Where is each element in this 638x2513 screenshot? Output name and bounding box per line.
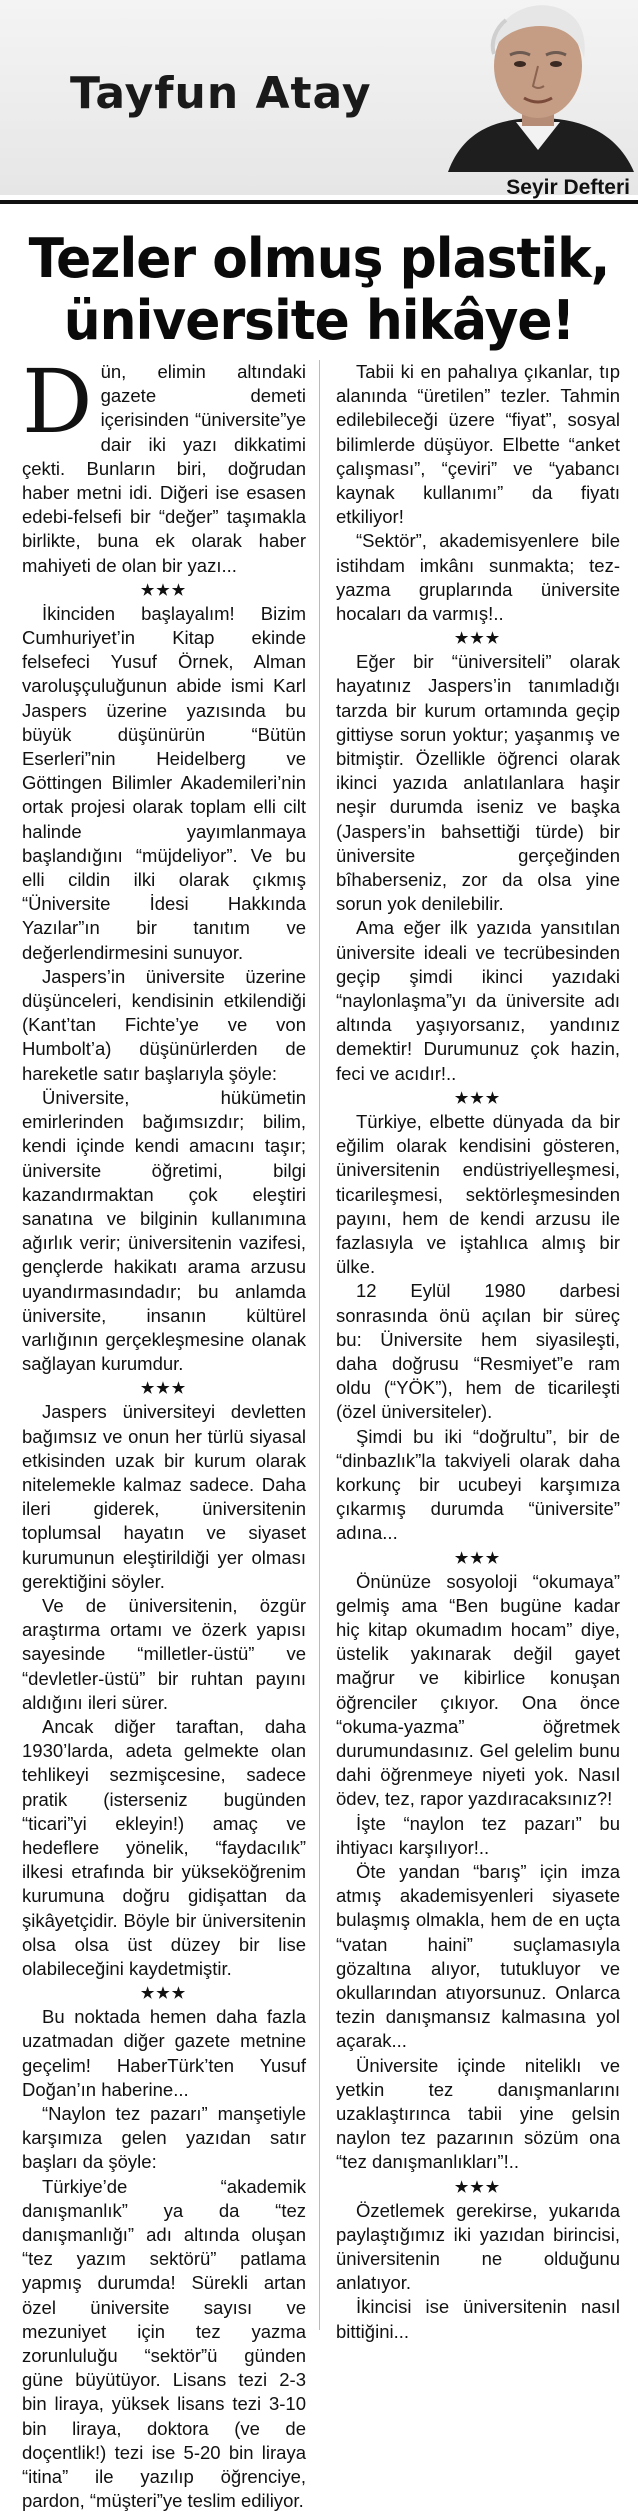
headline — [13, 228, 625, 352]
headline-line-2: üniversite hikâye! — [63, 289, 575, 352]
paragraph-19: İşte “naylon tez pazarı” bu ihtiyacı karşılıyor!.. — [336, 1812, 620, 1858]
section-stars: ★★★ — [140, 1985, 188, 2003]
paragraph-6: Ve de üniversitenin, özgür araştırma ortamı ve özerk yapısı sayesinde “milletler-üstü” ve “devletler-üstü” bir ruhtan payını aldığını ileri sürer. — [22, 1594, 306, 1713]
article-body — [22, 350, 620, 2512]
paragraph-17: Şimdi bu iki “doğrultu”, bir de “dinbazlık”la takviyeli olarak daha korkunç bir ucubeyi karşımıza çıkarmış durumda “üniversite” adına... — [336, 1425, 620, 1544]
paragraph-18: Önünüze sosyoloji “okumaya” gelmiş ama “Ben bugüne kadar hiç kitap okumadım hocam” diye, üstelik yakınarak değil gayet mağrur ve kibirlice konuşan öğrenciler çıkıyor. Ona önce “okuma-yazma” öğretmek durumundasınız. Gel gelelim bunu dahi öğrenmeye niyeti yok. Nasıl ödev, tez, rapor yazdıracaksınız?! — [336, 1570, 620, 1810]
section-stars: ★★★ — [454, 1089, 502, 1107]
paragraph-7: Ancak diğer taraftan, daha 1930’larda, adeta gelmekte olan tehlikeyi sezmişcesine, sadece pratik (isterseniz bugünden “ticari”yi ekleyin!) amaç ve hedeflere yönelik, “faydacılık” ilkesi etrafında bir yükseköğrenim kurumuna doğru gidişattan da şikâyetçidir. Böyle bir üniversitenin olsa olsa üst düzey bir lise olabileceğini kaydetmiştir. — [22, 1715, 306, 1979]
paragraph-16: 12 Eylül 1980 darbesi sonrasında önü açılan bir süreç bu: Üniversite hem siyasileşti, daha doğrusu “Resmiyet”e ram oldu (“YÖK”), hem de ticarileşti (özel üniversiteler). — [336, 1280, 620, 1423]
paragraph-2: İkinciden başlayalım! Bizim Cumhuriyet’in Kitap ekinde felsefeci Yusuf Örnek, Alman varoluşçuluğunun abide ismi Karl Jaspers üzerine yazısında bu büyük düşünürün “Bütün Eserleri”nin Heidelberg ve Göttingen Bilimler Akademileri’nin ortak projesi olarak toplam elli cilt halinde yayımlanmaya başlandığını “müjdeliyor”. Ve bu elli cildin ilki olarak çıkmış “Üniversite İdesi Hakkında Yazılar”ın bir tanıtım ve değerlendirmesini sunuyor. — [22, 602, 306, 963]
header-rule — [0, 200, 638, 204]
paragraph-5: Jaspers üniversiteyi devletten bağımsız ve onun her türlü siyasal etkisinden uzak bir kurum olarak nitelemekle kalmaz sadece. Daha ileri giderek, üniversitenin toplumsal hayatın ve siyaset kurumunun eleştirildiği yer olması gerektiğini söyler. — [22, 1401, 306, 1592]
author-name: Tayfun Atay — [70, 68, 372, 119]
paragraph-1-text: ün, elimin altındaki gazete demeti içerisinden “üniversite”ye dair iki yazı dikkatimi çekti. Bunların biri, doğrudan haber metni idi. Diğeri ise esasen edebi-felsefi bir “değer” taşımakla birlikte, buna ek olarak haber mahiyeti de olan bir yazı... — [22, 361, 306, 576]
paragraph-1 — [22, 350, 306, 578]
column-name: Seyir Defteri — [506, 176, 630, 199]
headline-line-1: Tezler olmuş plastik, — [28, 227, 610, 290]
paragraph-13: Eğer bir “üniversiteli” olarak hayatınız Jaspers’in tanımladığı tarzda bir kurum ortamında geçip gittiyse sorun yoktur; yaşanmış ve bitmiştir. Özellikle öğrenci olarak ikinci yazıda anlatılanlara haşir neşir durumda iseniz ve başka (Jaspers’in bahsettiği türde) bir üniversite gerçeğinden bîhaberseniz, zor da olsa yine sorun yok denilebilir. — [336, 651, 620, 915]
paragraph-4: Üniversite, hükümetin emirlerinden bağımsızdır; bilim, kendi içinde kendi amacını taşır; üniversite öğretimi, bilgi kazandırmaktan çok eleştiri sanatına ve bilginin kullanımına ağırlık verir; üniversitenin vazifesi, gençlerde hakikatı arama arzusu uyandırmasındadır; bu anlamda üniversite, insanın kültürel varlığının gerçekleşmesine olanak sağlayan kurumdur. — [22, 1086, 306, 1375]
paragraph-22: Özetlemek gerekirse, yukarıda paylaştığımız iki yazıdan birincisi, üniversitenin ne olduğunu anlatıyor. — [336, 2199, 620, 2294]
section-stars: ★★★ — [454, 1549, 502, 1567]
paragraph-15: Türkiye, elbette dünyada da bir eğilim olarak kendisini gösteren, üniversitenin endüstriyelleşmesi, ticarileşmesi, sektörleşmesinden payını, hem de kendi arzusu ile fazlasıyla ve iştahlıca almış bir ülke. — [336, 1110, 620, 1278]
paragraph-12: “Sektör”, akademisyenlere bile istihdam imkânı sunmakta; tez-yazma gruplarında üniversite hocaları da varmış!.. — [336, 530, 620, 625]
paragraph-11: Tabii ki en pahalıya çıkanlar, tıp alanında “üretilen” tezler. Tahmin edilebileceği üzere “fiyat”, sosyal bilimlerde düşüyor. Elbette “anket çalışması”, “çeviri” ve “yabancı kaynak kullanımı” da fiyatı etkiliyor! — [336, 361, 620, 528]
section-stars: ★★★ — [140, 1380, 188, 1398]
article-column-right — [336, 360, 620, 2342]
paragraph-10: Türkiye’de “akademik danışmanlık” ya da “tez danışmanlığı” adı altında oluşan “tez yazım sektörü” patlama yapmış durumda! Sürekli artan özel üniversite sayısı ve mezuniyet için tez yazma zorunluluğu “sektör”ü günden güne büyütüyor. Lisans tezi 2-3 bin liraya, yüksek lisans tezi 3-10 bin liraya, doktora (ve de doçentlik!) tezi ise 5-20 bin liraya “itina” ile yazılıp öğrenciye, pardon, “müşteri”ye teslim ediliyor. — [22, 2175, 306, 2512]
author-portrait — [438, 0, 638, 172]
drop-cap: D — [22, 350, 93, 453]
section-stars: ★★★ — [454, 630, 502, 648]
paragraph-3: Jaspers’in üniversite üzerine düşünceleri, kendisinin etkilendiği (Kant’tan Fichte’ye ve von Humbolt’a) düşünürlerden de hareketle satır başlarıyla şöyle: — [22, 965, 306, 1084]
paragraph-23: İkincisi ise üniversitenin nasıl bittiğini... — [336, 2296, 620, 2342]
article-column-left — [22, 350, 306, 2512]
paragraph-9: “Naylon tez pazarı” manşetiyle karşımıza gelen yazıdan satır başları da şöyle: — [22, 2103, 306, 2173]
section-stars: ★★★ — [140, 581, 188, 599]
section-stars: ★★★ — [454, 2178, 502, 2196]
column-header — [0, 0, 638, 210]
paragraph-8: Bu noktada hemen daha fazla uzatmadan diğer gazete metnine geçelim! HaberTürk’ten Yusuf Doğan’ın haberine... — [22, 2006, 306, 2100]
paragraph-20: Öte yandan “barış” için imza atmış akademisyenleri siyasete bulaşmış olmakla, hem de en uçta “vatan haini” suçlamasıyla gözaltına alıyor, tutukluyor ve okullarından atıyorsunuz. Onlarca tezin danışmansız kalmasına yol açarak... — [336, 1860, 620, 2052]
paragraph-21: Üniversite içinde niteliklı ve yetkin tez danışmanlarını uzaklaştırınca tabii yine gelsin naylon tez pazarının sözüm ona “tez danışmanlıkları”!.. — [336, 2054, 620, 2173]
paragraph-14: Ama eğer ilk yazıda yansıtılan üniversite ideali ve tecrübesinden geçip şimdi ikinci yazıdaki “naylonlaşma”yı da üniversite adı altında yaşıyorsanız, yandınız demektir! Durumunuz çok hazin, feci ve acıdır!.. — [336, 917, 620, 1084]
